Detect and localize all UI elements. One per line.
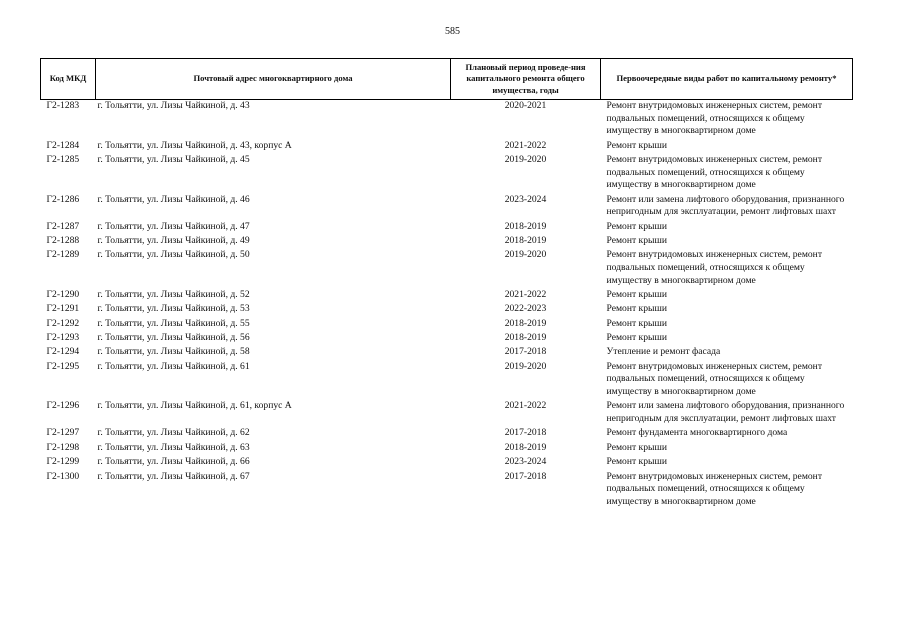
cell-works: Ремонт крыши bbox=[606, 332, 667, 344]
cell-works: Ремонт крыши bbox=[606, 456, 667, 468]
table-row bbox=[41, 346, 853, 360]
cell-address: г. Тольятти, ул. Лизы Чайкиной, д. 55 bbox=[97, 317, 250, 329]
cell-code: Г2-1291 bbox=[46, 303, 80, 315]
cell-code: Г2-1285 bbox=[46, 153, 80, 165]
table-row bbox=[41, 400, 853, 427]
page-number: 585 bbox=[445, 26, 460, 37]
cell-period: 2018-2019 bbox=[504, 317, 547, 329]
table-row bbox=[41, 442, 853, 456]
cell-address: г. Тольятти, ул. Лизы Чайкиной, д. 45 bbox=[97, 153, 250, 165]
cell-period: 2019-2020 bbox=[504, 249, 547, 261]
cell-code: Г2-1293 bbox=[46, 332, 80, 344]
header-period: Плановый период проведе-ния капитального ремонта общего имущества, годы bbox=[451, 59, 601, 100]
cell-address: г. Тольятти, ул. Лизы Чайкиной, д. 66 bbox=[97, 456, 250, 468]
cell-period: 2021-2022 bbox=[504, 139, 547, 151]
cell-address: г. Тольятти, ул. Лизы Чайкиной, д. 46 bbox=[97, 193, 250, 205]
cell-code: Г2-1283 bbox=[46, 100, 80, 111]
cell-code: Г2-1297 bbox=[46, 427, 80, 439]
cell-address: г. Тольятти, ул. Лизы Чайкиной, д. 53 bbox=[97, 303, 250, 315]
table-row bbox=[41, 303, 853, 317]
cell-code: Г2-1296 bbox=[46, 400, 80, 412]
cell-address: г. Тольятти, ул. Лизы Чайкиной, д. 67 bbox=[97, 470, 250, 482]
cell-address: г. Тольятти, ул. Лизы Чайкиной, д. 61, корпус А bbox=[97, 400, 292, 412]
cell-address: г. Тольятти, ул. Лизы Чайкиной, д. 58 bbox=[97, 346, 250, 358]
cell-address: г. Тольятти, ул. Лизы Чайкиной, д. 63 bbox=[97, 441, 250, 453]
cell-works: Ремонт крыши bbox=[606, 288, 667, 300]
cell-code: Г2-1300 bbox=[46, 470, 80, 482]
cell-works: Ремонт внутридомовых инженерных систем, ремонт подвальных помещений, относящихся к общему имуществу в многоквартирном доме bbox=[606, 153, 823, 191]
cell-code: Г2-1292 bbox=[46, 317, 80, 329]
cell-works: Ремонт крыши bbox=[606, 317, 667, 329]
cell-period: 2020-2021 bbox=[504, 100, 547, 111]
table-row bbox=[41, 289, 853, 303]
cell-code: Г2-1298 bbox=[46, 441, 80, 453]
cell-period: 2023-2024 bbox=[504, 193, 547, 205]
cell-works: Ремонт внутридомовых инженерных систем, ремонт подвальных помещений, относящихся к общему имуществу в многоквартирном доме bbox=[606, 249, 823, 286]
cell-address: г. Тольятти, ул. Лизы Чайкиной, д. 61 bbox=[97, 360, 250, 372]
cell-works: Ремонт или замена лифтового оборудования, признанного непригодным для эксплуатации, ремонт лифтовых шахт bbox=[606, 400, 845, 425]
cell-code: Г2-1294 bbox=[46, 346, 80, 358]
table-row bbox=[41, 235, 853, 249]
table-row bbox=[41, 456, 853, 470]
header-address: Почтовый адрес многоквартирного дома bbox=[96, 59, 451, 100]
cell-works: Утепление и ремонт фасада bbox=[606, 346, 721, 358]
cell-period: 2017-2018 bbox=[504, 427, 547, 439]
cell-works: Ремонт внутридомовых инженерных систем, ремонт подвальных помещений, относящихся к общему имуществу в многоквартирном доме bbox=[606, 470, 823, 507]
cell-works: Ремонт внутридомовых инженерных систем, ремонт подвальных помещений, относящихся к общему имуществу в многоквартирном доме bbox=[606, 100, 823, 137]
cell-address: г. Тольятти, ул. Лизы Чайкиной, д. 49 bbox=[97, 234, 250, 246]
table-row bbox=[41, 249, 853, 289]
table-row bbox=[41, 140, 853, 154]
cell-period: 2018-2019 bbox=[504, 234, 547, 246]
table-row bbox=[41, 471, 853, 511]
table-row bbox=[41, 318, 853, 332]
table-row bbox=[41, 361, 853, 401]
cell-works: Ремонт крыши bbox=[606, 139, 667, 151]
header-works: Первоочередные виды работ по капитальному ремонту* bbox=[601, 59, 853, 100]
cell-code: Г2-1289 bbox=[46, 249, 80, 261]
cell-period: 2021-2022 bbox=[504, 400, 547, 412]
cell-code: Г2-1284 bbox=[46, 139, 80, 151]
cell-address: г. Тольятти, ул. Лизы Чайкиной, д. 52 bbox=[97, 288, 250, 300]
table-row bbox=[41, 332, 853, 346]
table-row bbox=[41, 100, 853, 140]
table-header-row bbox=[41, 59, 853, 100]
cell-period: 2018-2019 bbox=[504, 332, 547, 344]
table-row bbox=[41, 427, 853, 441]
cell-works: Ремонт крыши bbox=[606, 220, 667, 232]
cell-period: 2021-2022 bbox=[504, 288, 547, 300]
cell-address: г. Тольятти, ул. Лизы Чайкиной, д. 43 bbox=[97, 100, 250, 111]
cell-address: г. Тольятти, ул. Лизы Чайкиной, д. 47 bbox=[97, 220, 250, 232]
cell-address: г. Тольятти, ул. Лизы Чайкиной, д. 43, корпус А bbox=[97, 139, 292, 151]
cell-works: Ремонт крыши bbox=[606, 303, 667, 315]
header-code: Код МКД bbox=[41, 59, 96, 100]
cell-period: 2018-2019 bbox=[504, 441, 547, 453]
cell-period: 2023-2024 bbox=[504, 456, 547, 468]
cell-period: 2017-2018 bbox=[504, 346, 547, 358]
cell-period: 2019-2020 bbox=[504, 153, 547, 165]
cell-address: г. Тольятти, ул. Лизы Чайкиной, д. 56 bbox=[97, 332, 250, 344]
cell-code: Г2-1290 bbox=[46, 288, 80, 300]
cell-works: Ремонт фундамента многоквартирного дома bbox=[606, 427, 788, 439]
cell-code: Г2-1287 bbox=[46, 220, 80, 232]
cell-works: Ремонт внутридомовых инженерных систем, ремонт подвальных помещений, относящихся к общему имуществу в многоквартирном доме bbox=[606, 360, 823, 398]
cell-works: Ремонт крыши bbox=[606, 234, 667, 246]
cell-address: г. Тольятти, ул. Лизы Чайкиной, д. 62 bbox=[97, 427, 250, 439]
cell-works: Ремонт крыши bbox=[606, 441, 667, 453]
cell-code: Г2-1288 bbox=[46, 234, 80, 246]
table-body bbox=[41, 100, 853, 511]
cell-code: Г2-1299 bbox=[46, 456, 80, 468]
table-row bbox=[41, 221, 853, 235]
capital-repair-table bbox=[40, 58, 853, 510]
cell-period: 2017-2018 bbox=[504, 470, 547, 482]
cell-period: 2018-2019 bbox=[504, 220, 547, 232]
cell-works: Ремонт или замена лифтового оборудования, признанного непригодным для эксплуатации, ремонт лифтовых шахт bbox=[606, 193, 845, 218]
table-row bbox=[41, 194, 853, 221]
cell-period: 2019-2020 bbox=[504, 360, 547, 372]
cell-period: 2022-2023 bbox=[504, 303, 547, 315]
cell-code: Г2-1295 bbox=[46, 360, 80, 372]
table-row bbox=[41, 154, 853, 194]
cell-address: г. Тольятти, ул. Лизы Чайкиной, д. 50 bbox=[97, 249, 250, 261]
cell-code: Г2-1286 bbox=[46, 193, 80, 205]
